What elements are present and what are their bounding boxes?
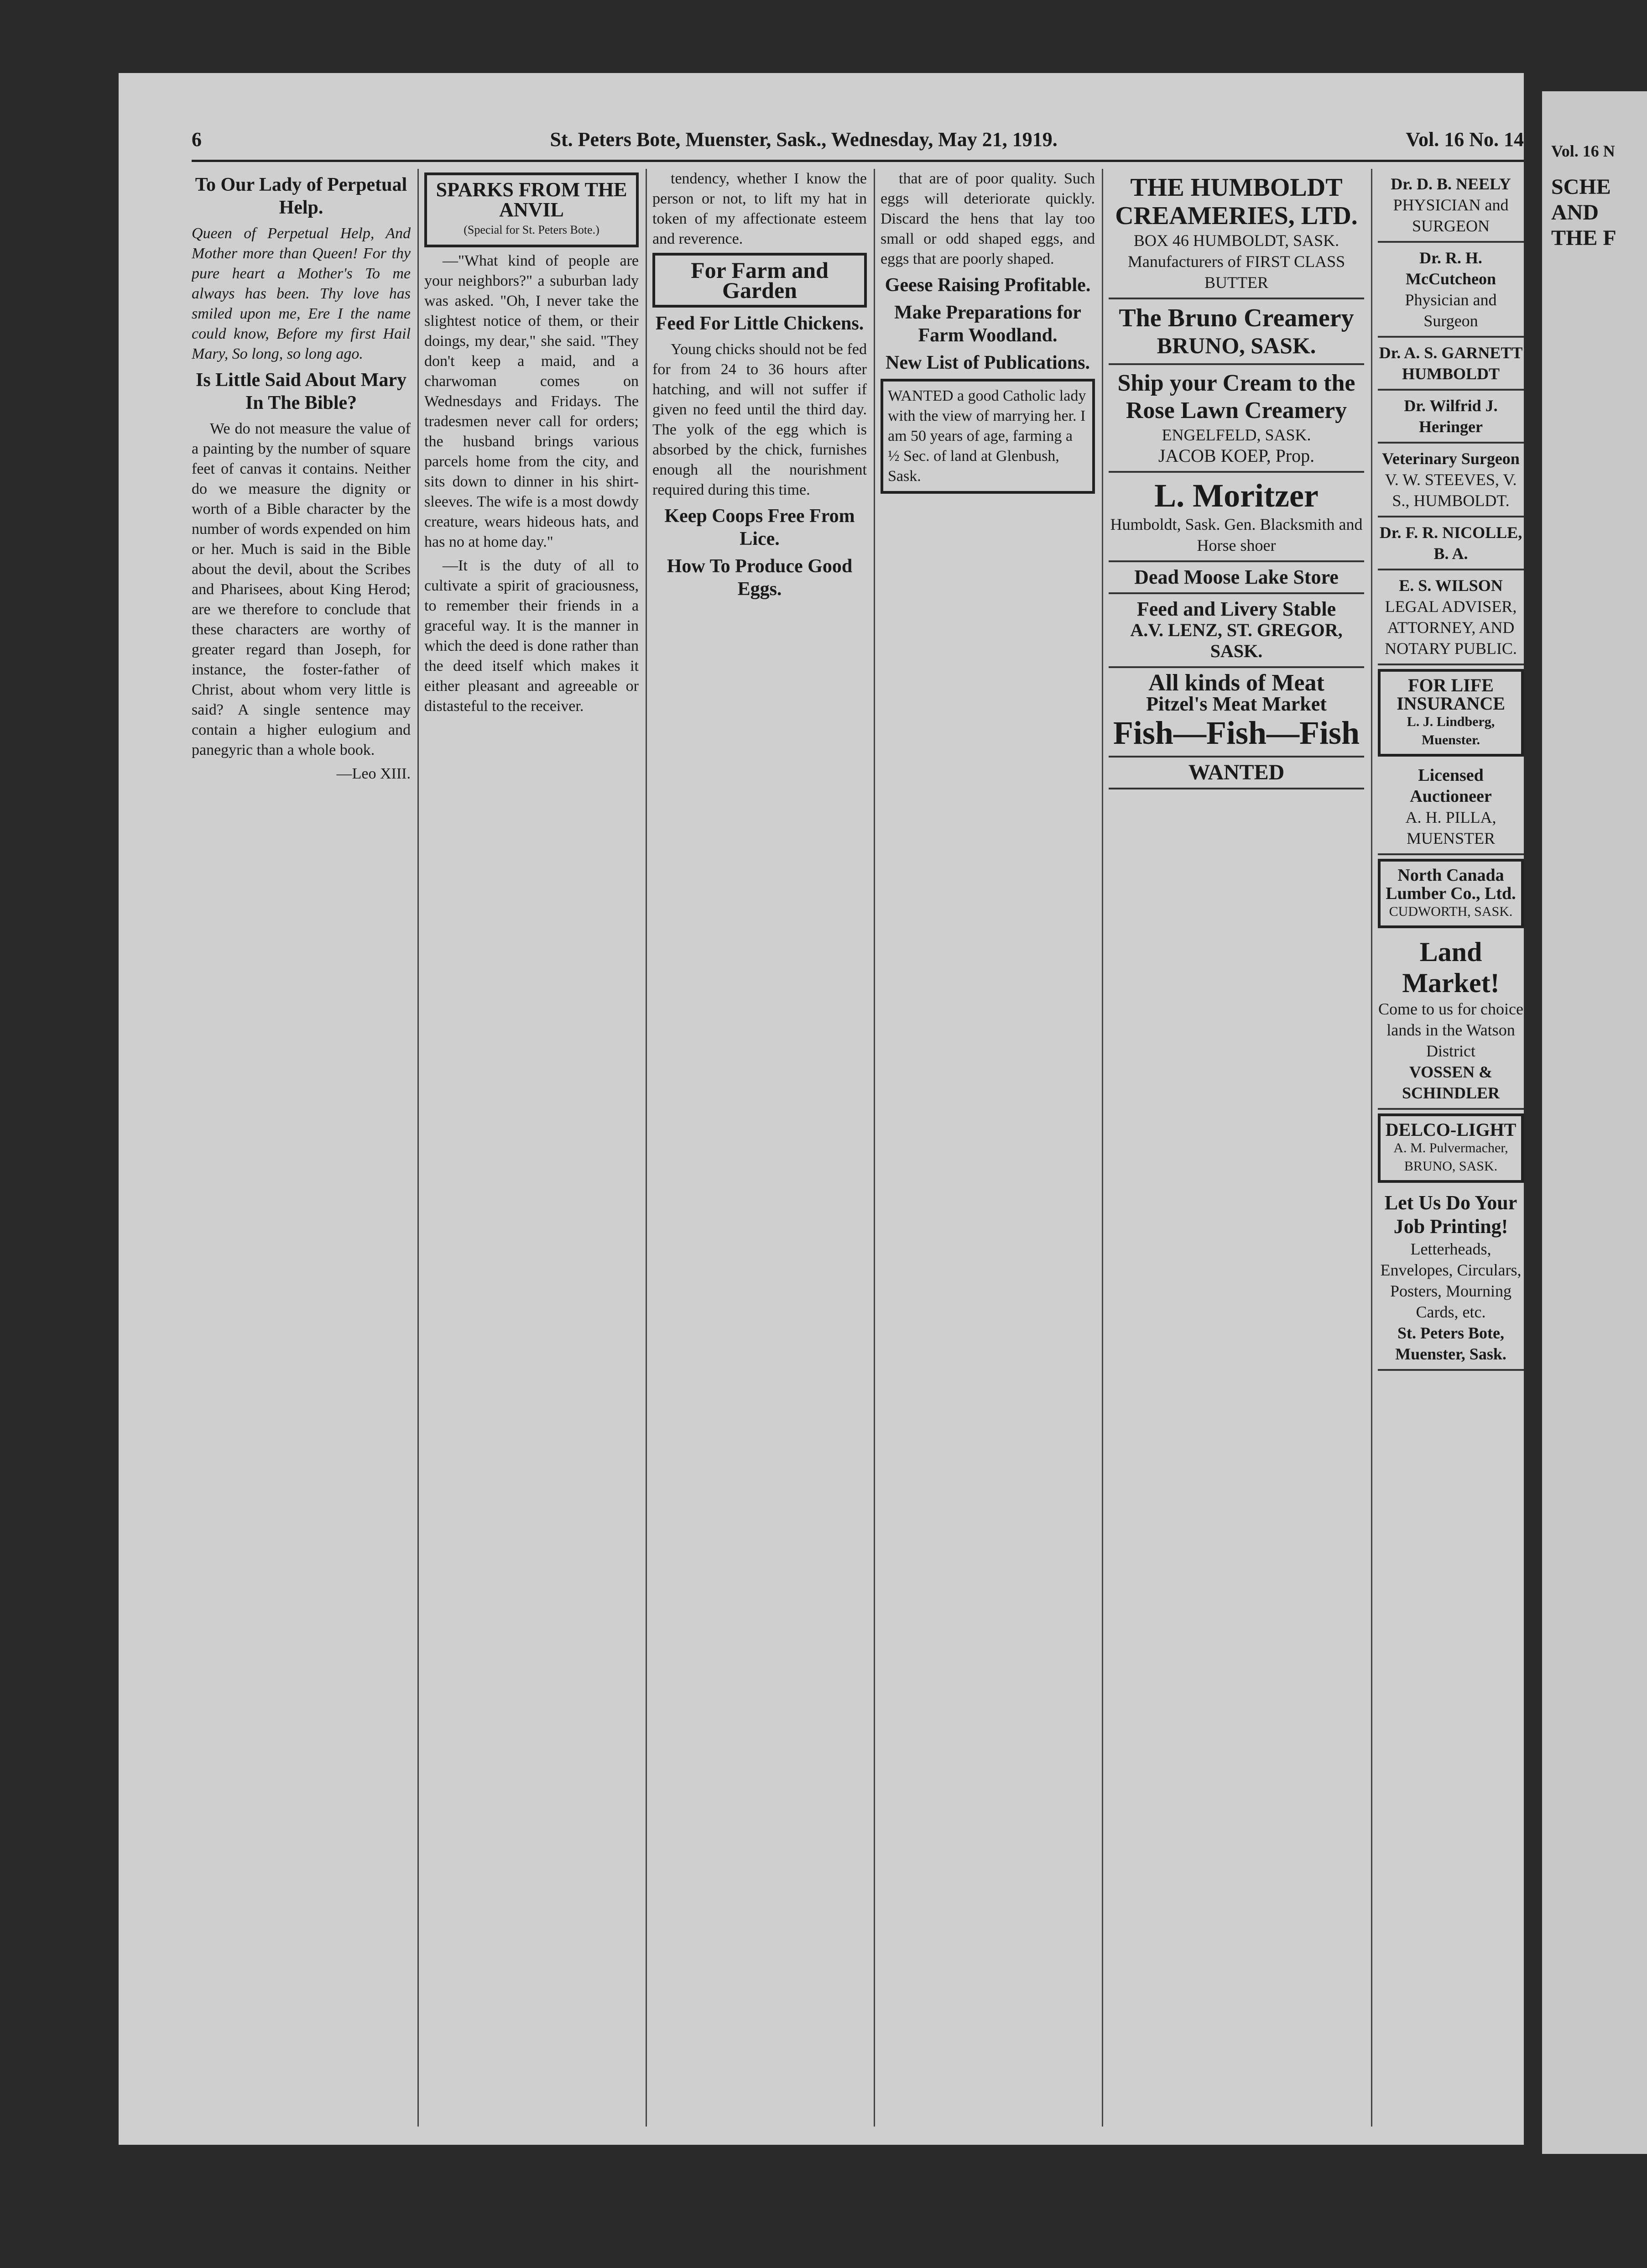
- adjacent-page-edge: [1542, 91, 1647, 2154]
- column-5: [1109, 169, 1364, 2127]
- card-wilson: [1378, 570, 1524, 665]
- column-rule: [417, 169, 419, 2127]
- column-4: [881, 169, 1095, 2127]
- column-rule: [1371, 169, 1372, 2127]
- article-body: We do not measure the value of a painting by the number of square feet of canvas it contains. Neither do we measure the dignity or worth of a Bible character by the number of words expended on him or her. Much is said in the Bible about the devil, about the Scribes and Pharisees, about King Herod; are we therefore to conclude that these characters are worthy of greater regard than Joseph, for instance, the foster-father of Christ, about whom very little is said? A single sentence may contain a higher eulogium and panegyric than a whole book.: [192, 420, 411, 758]
- ad-title: FOR LIFE INSURANCE: [1397, 675, 1505, 714]
- ad-title: L. Moritzer: [1154, 477, 1319, 514]
- card-body: LEGAL ADVISER, ATTORNEY, AND NOTARY PUBLIC.: [1385, 597, 1517, 658]
- adjacent-title: SCHE AND THE F: [1551, 175, 1616, 250]
- column-rule: [874, 169, 875, 2127]
- card-title: Dr. R. H. McCutcheon: [1406, 249, 1496, 288]
- ad-title: Dead Moose Lake Store: [1134, 566, 1339, 588]
- ad-firm: VOSSEN & SCHINDLER: [1402, 1063, 1500, 1102]
- column-4-body: that are of poor quality. Such eggs will deteriorate quickly. Discard the hens that lay too small or odd shaped eggs, and eggs that are poorly shaped.: [881, 170, 1095, 267]
- chicks-body: Young chicks should not be fed for from 24 to 36 hours after hatching, and will not suffer if given no feed until the third day. The yolk of the egg which is absorbed by the chick, furnishes enough all the nourishment required during this time.: [652, 341, 867, 498]
- sparks-subtitle: (Special for St. Peters Bote.): [464, 223, 599, 236]
- card-garnett: [1378, 338, 1524, 391]
- ad-title: WANTED: [1188, 760, 1285, 784]
- card-title: Dr. Wilfrid J. Heringer: [1404, 397, 1498, 436]
- ad-title: Let Us Do Your Job Printing!: [1384, 1191, 1517, 1238]
- page-number: 6: [192, 128, 202, 151]
- ad-bruno-creamery: [1109, 299, 1364, 365]
- ad-land-market: [1378, 932, 1524, 1110]
- woodland-heading: Make Preparations for Farm Woodland.: [894, 302, 1081, 346]
- column-2: [424, 169, 639, 2127]
- article-title: Is Little Said About Mary In The Bible?: [195, 370, 407, 413]
- sparks-body-2: —It is the duty of all to cultivate a spirit of graciousness, to remember their friends in a graceful way. It is the manner in which the deed is done rather than the deed itself which makes it either pleasant and agreeable or distasteful to the receiver.: [424, 557, 639, 715]
- ad-body: Come to us for choice lands in the Watson District: [1378, 1000, 1523, 1060]
- ad-rose-lawn: [1109, 365, 1364, 473]
- geese-heading: Geese Raising Profitable.: [885, 275, 1091, 296]
- column-1: [192, 169, 411, 2127]
- ad-footer: A.V. LENZ, ST. GREGOR, SASK.: [1130, 620, 1343, 661]
- volume-label: Vol. 16 No. 14: [1406, 128, 1524, 151]
- ad-job-printing: [1378, 1186, 1524, 1371]
- card-title: E. S. WILSON: [1399, 576, 1503, 595]
- ad-title: Ship your Cream to the Rose Lawn Creamery: [1117, 370, 1355, 423]
- article-signature: —Leo XIII.: [336, 765, 411, 782]
- ad-body: Humboldt, Sask. Gen. Blacksmith and Horse shoer: [1110, 515, 1363, 554]
- sparks-body: —"What kind of people are your neighbors?" a suburban lady was asked. "Oh, I never take the slightest notice of them, or their doings, my dear," she said. "They don't keep a maid, and a charwoman comes on Wednesdays and Fridays. The tradesmen never call for orders; the husband brings various parcels home from the city, and sits down to dinner in his shirt-sleeves. The wife is a most dowdy creature, wears hideous hats, and has no at home day.": [424, 252, 639, 550]
- ad-title: All kinds of Meat: [1148, 670, 1324, 696]
- ad-life-insurance: [1378, 669, 1524, 757]
- column-6: [1378, 169, 1524, 2127]
- card-title: Dr. F. R. NICOLLE, B. A.: [1379, 523, 1522, 563]
- ad-title: Land Market!: [1402, 937, 1500, 998]
- ad-title: The Bruno Creamery: [1119, 304, 1354, 332]
- coops-heading: Keep Coops Free From Lice.: [664, 506, 855, 549]
- ad-body: Letterheads, Envelopes, Circulars, Posters, Mourning Cards, etc.: [1380, 1240, 1522, 1321]
- card-mccutcheon: [1378, 243, 1524, 338]
- masthead-line: St. Peters Bote, Muenster, Sask., Wednesday, May 21, 1919.: [550, 128, 1058, 151]
- ad-fish: Fish—Fish—Fish: [1113, 715, 1360, 751]
- ad-footer: St. Peters Bote, Muenster, Sask.: [1395, 1324, 1506, 1363]
- ad-dead-moose: [1109, 562, 1364, 594]
- farm-garden-box: [652, 253, 867, 308]
- card-nicolle: [1378, 517, 1524, 570]
- ad-title: Licensed Auctioneer: [1410, 766, 1492, 806]
- page-header: [192, 119, 1524, 162]
- ad-auctioneer: [1378, 760, 1524, 855]
- ad-delco: [1378, 1113, 1524, 1183]
- ad-body: L. J. Lindberg, Muenster.: [1407, 714, 1495, 747]
- ad-body: CUDWORTH, SASK.: [1389, 904, 1513, 919]
- ad-body: BOX 46 HUMBOLDT, SASK. Manufacturers of FIRST CLASS BUTTER: [1127, 231, 1345, 292]
- ad-body: A. H. PILLA, MUENSTER: [1405, 808, 1496, 847]
- ad-body: ENGELFELD, SASK.: [1162, 426, 1311, 444]
- card-heringer: [1378, 391, 1524, 444]
- card-title: Dr. D. B. NEELY: [1391, 175, 1511, 193]
- wanted-ad-text: WANTED a good Catholic lady with the view of marrying her. I am 50 years of age, farming a ½ Sec. of land at Glenbush, Sask.: [888, 387, 1086, 485]
- column-3: [652, 169, 867, 2127]
- chicks-heading: Feed For Little Chickens.: [655, 313, 864, 334]
- poem-text: Queen of Perpetual Help, And Mother more than Queen! For thy pure heart a Mother's To me always has been. Thy love has smiled upon me, Ere I the name could know, Before my first Hail Mary, So long, so long ago.: [192, 225, 411, 362]
- card-title: Dr. A. S. GARNETT HUMBOLDT: [1379, 344, 1523, 383]
- ad-wanted-nurses: [1109, 758, 1364, 789]
- ad-subtitle: Pitzel's Meat Market: [1146, 693, 1327, 715]
- ad-moritzer: [1109, 473, 1364, 562]
- ad-livery: [1109, 594, 1364, 668]
- card-body: PHYSICIAN and SURGEON: [1393, 196, 1509, 235]
- ad-title: THE HUMBOLDT CREAMERIES, LTD.: [1115, 173, 1358, 230]
- card-neely: [1378, 169, 1524, 243]
- ad-subtitle: BRUNO, SASK.: [1157, 333, 1316, 358]
- sparks-title: SPARKS FROM THE ANVIL: [436, 178, 627, 221]
- ad-title: North Canada Lumber Co., Ltd.: [1386, 866, 1516, 903]
- card-body: V. W. STEEVES, V. S., HUMBOLDT.: [1385, 470, 1517, 510]
- publications-heading: New List of Publications.: [885, 352, 1090, 373]
- ad-body: A. M. Pulvermacher, BRUNO, SASK.: [1393, 1140, 1508, 1174]
- ad-humboldt-creameries: [1109, 169, 1364, 299]
- adjacent-header: Vol. 16 N: [1551, 142, 1615, 160]
- eggs-heading: How To Produce Good Eggs.: [667, 556, 853, 600]
- sparks-heading-box: [424, 172, 639, 247]
- poem-title: To Our Lady of Perpetual Help.: [195, 174, 407, 218]
- column-rule: [646, 169, 647, 2127]
- ad-proprietor: JACOB KOEP, Prop.: [1158, 445, 1315, 466]
- farm-garden-title: For Farm and Garden: [691, 257, 829, 303]
- column-3-body: tendency, whether I know the person or not, to lift my hat in token of my affectionate esteem and reverence.: [652, 170, 867, 247]
- card-body: Physician and Surgeon: [1405, 291, 1497, 330]
- ad-title: Feed and Livery Stable: [1136, 598, 1336, 620]
- column-rule: [1102, 169, 1103, 2127]
- card-title: Veterinary Surgeon: [1382, 449, 1520, 468]
- newspaper-page: [119, 73, 1524, 2145]
- ad-title: DELCO-LIGHT: [1385, 1119, 1517, 1140]
- ad-lumber: [1378, 859, 1524, 928]
- wanted-ad: [881, 379, 1095, 494]
- card-steeves: [1378, 444, 1524, 517]
- ad-pitzel: [1109, 668, 1364, 758]
